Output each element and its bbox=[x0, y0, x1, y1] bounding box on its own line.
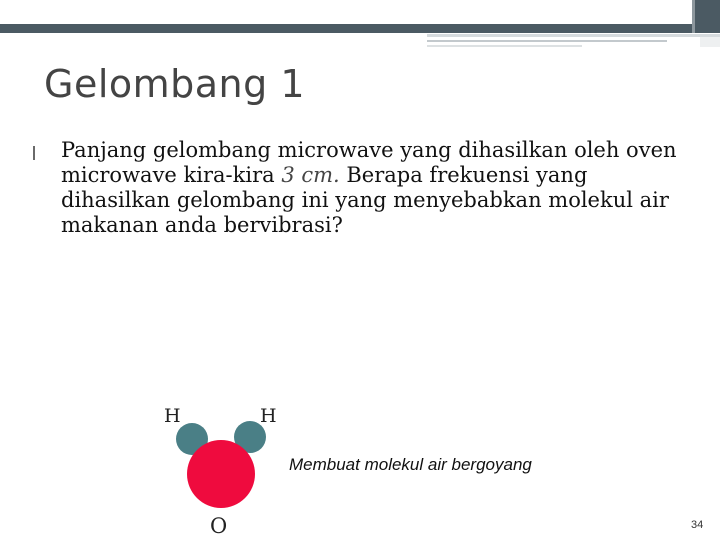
bullet-text bbox=[61, 138, 691, 238]
bullet-marker bbox=[33, 146, 35, 160]
hydrogen-label-left: H bbox=[164, 405, 181, 427]
header-decor-line bbox=[427, 40, 667, 42]
header-corner-accent bbox=[692, 0, 695, 33]
page-number: 34 bbox=[691, 519, 704, 531]
header-decor-line bbox=[427, 45, 582, 47]
bullet-text-end: Berapa frekuensi yang dihasilkan gelombang ini yang menyebabkan molekul air makanan anda bervibrasi? bbox=[61, 163, 669, 237]
header-bar bbox=[0, 24, 720, 33]
bullet-text-start: Panjang gelombang microwave yang dihasilkan oleh oven microwave kira-kira bbox=[61, 138, 677, 187]
oxygen-atom bbox=[187, 440, 255, 508]
oxygen-label: O bbox=[210, 514, 228, 538]
molecule-caption: Membuat molekul air bergoyang bbox=[289, 455, 532, 474]
wavelength-value: 3 cm. bbox=[281, 163, 340, 187]
slide-title: Gelombang 1 bbox=[44, 62, 306, 106]
hydrogen-label-right: H bbox=[260, 405, 277, 427]
header-decor-line bbox=[700, 37, 720, 47]
header-background bbox=[0, 0, 720, 24]
header-decor-line bbox=[427, 34, 720, 37]
header-corner-block bbox=[692, 0, 720, 33]
